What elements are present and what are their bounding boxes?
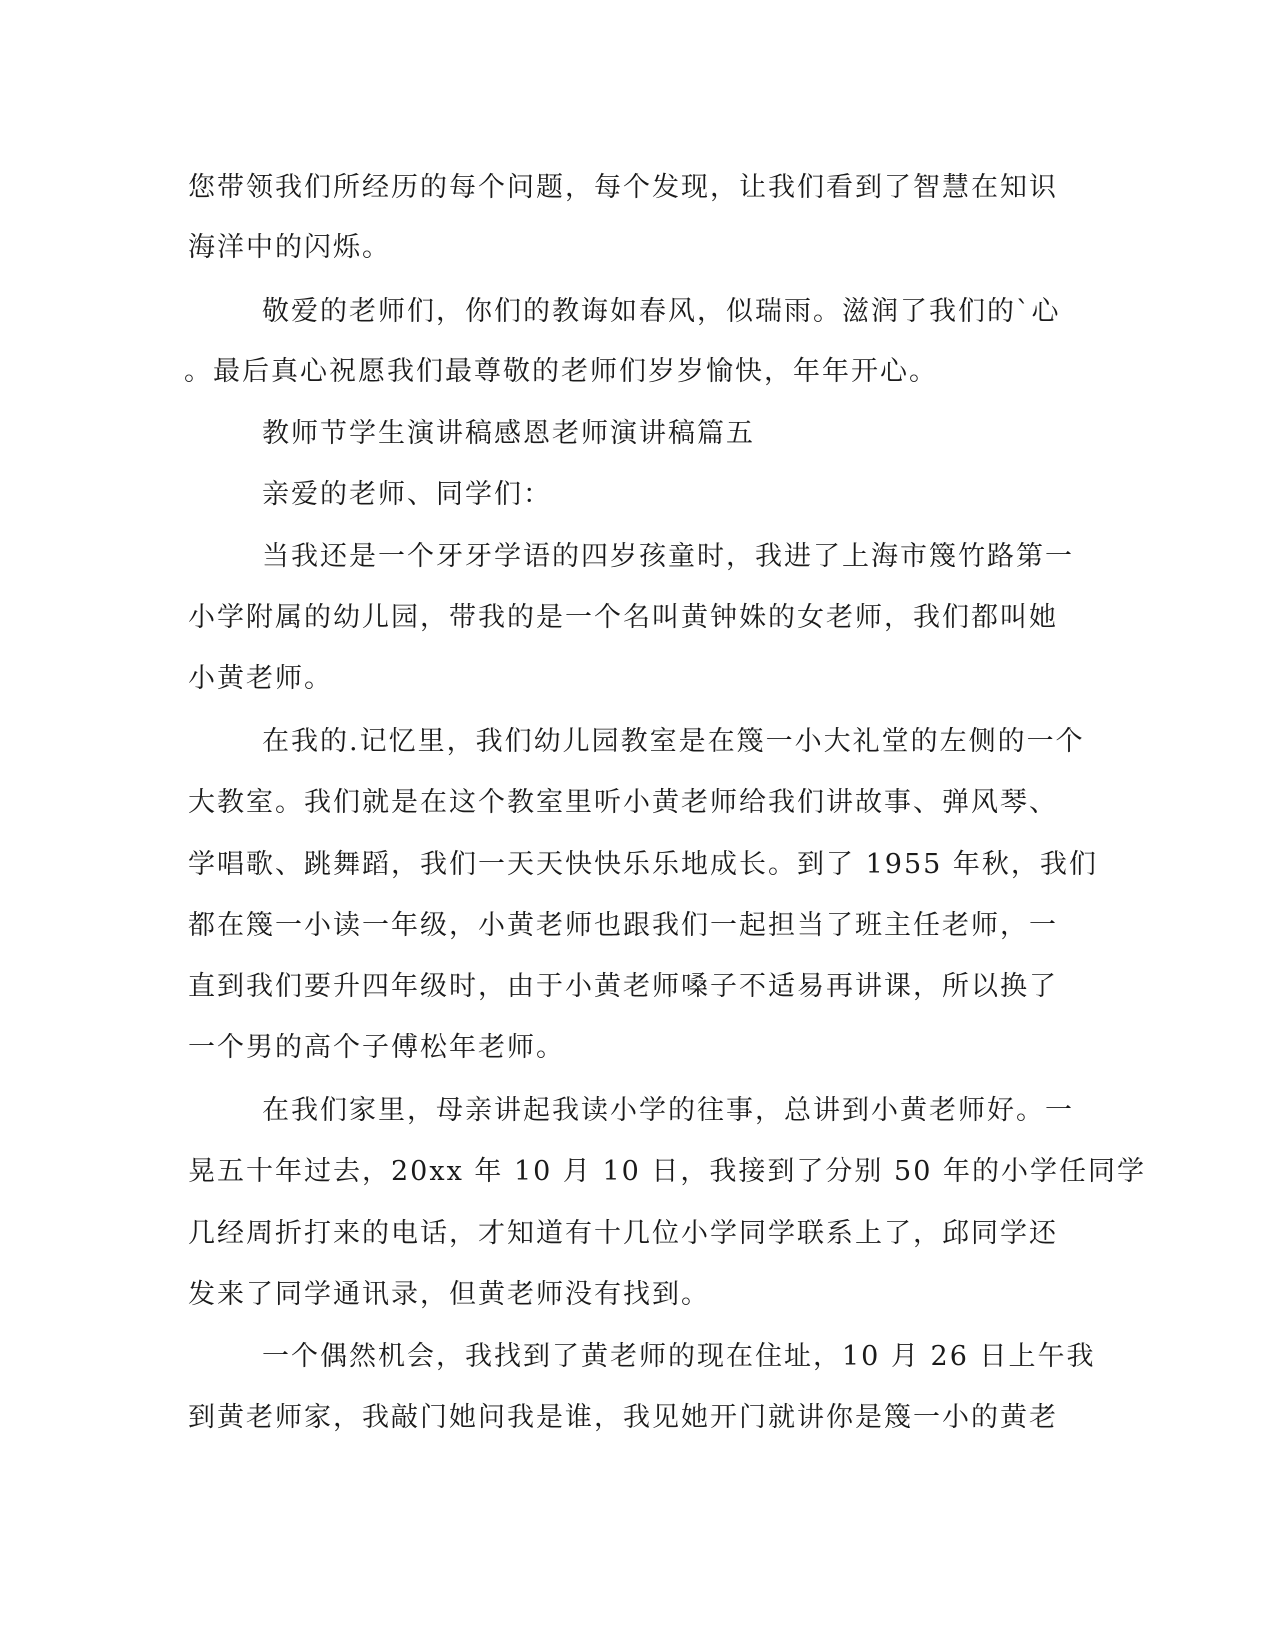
text-line: 发来了同学通讯录，但黄老师没有找到。 <box>188 1279 710 1310</box>
section-heading: 教师节学生演讲稿感恩老师演讲稿篇五 <box>262 418 755 449</box>
text-line: 小学附属的幼儿园，带我的是一个名叫黄钟姝的女老师，我们都叫她 <box>188 602 1058 633</box>
text-line: 在我的.记忆里，我们幼儿园教室是在篾一小大礼堂的左侧的一个 <box>262 726 1085 757</box>
text-line: 大教室。我们就是在这个教室里听小黄老师给我们讲故事、弹风琴、 <box>188 787 1058 818</box>
text-line: 。最后真心祝愿我们最尊敬的老师们岁岁愉快，年年开心。 <box>184 356 938 387</box>
text-line: 到黄老师家，我敲门她问我是谁，我见她开门就讲你是篾一小的黄老 <box>188 1402 1058 1433</box>
text-line: 小黄老师。 <box>188 663 333 694</box>
text-line: 您带领我们所经历的每个问题，每个发现，让我们看到了智慧在知识 <box>188 172 1058 203</box>
text-line: 一个偶然机会，我找到了黄老师的现在住址，10 月 26 日上午我 <box>262 1341 1096 1372</box>
text-line: 几经周折打来的电话，才知道有十几位小学同学联系上了，邱同学还 <box>188 1218 1058 1249</box>
text-line: 在我们家里，母亲讲起我读小学的往事，总讲到小黄老师好。一 <box>262 1095 1074 1126</box>
text-line: 敬爱的老师们，你们的教诲如春风，似瑞雨。滋润了我们的`心 <box>262 296 1061 327</box>
text-line: 海洋中的闪烁。 <box>188 232 391 263</box>
text-line: 学唱歌、跳舞蹈，我们一天天快快乐乐地成长。到了 1955 年秋，我们 <box>188 849 1098 880</box>
text-line: 直到我们要升四年级时，由于小黄老师嗓子不适易再讲课，所以换了 <box>188 971 1058 1002</box>
salutation: 亲爱的老师、同学们： <box>262 479 552 510</box>
text-line: 当我还是一个牙牙学语的四岁孩童时，我进了上海市篾竹路第一 <box>262 541 1074 572</box>
text-line: 一个男的高个子傅松年老师。 <box>188 1032 565 1063</box>
text-line: 都在篾一小读一年级，小黄老师也跟我们一起担当了班主任老师，一 <box>188 910 1058 941</box>
text-line: 晃五十年过去，20xx 年 10 月 10 日，我接到了分别 50 年的小学任同学 <box>188 1156 1146 1187</box>
